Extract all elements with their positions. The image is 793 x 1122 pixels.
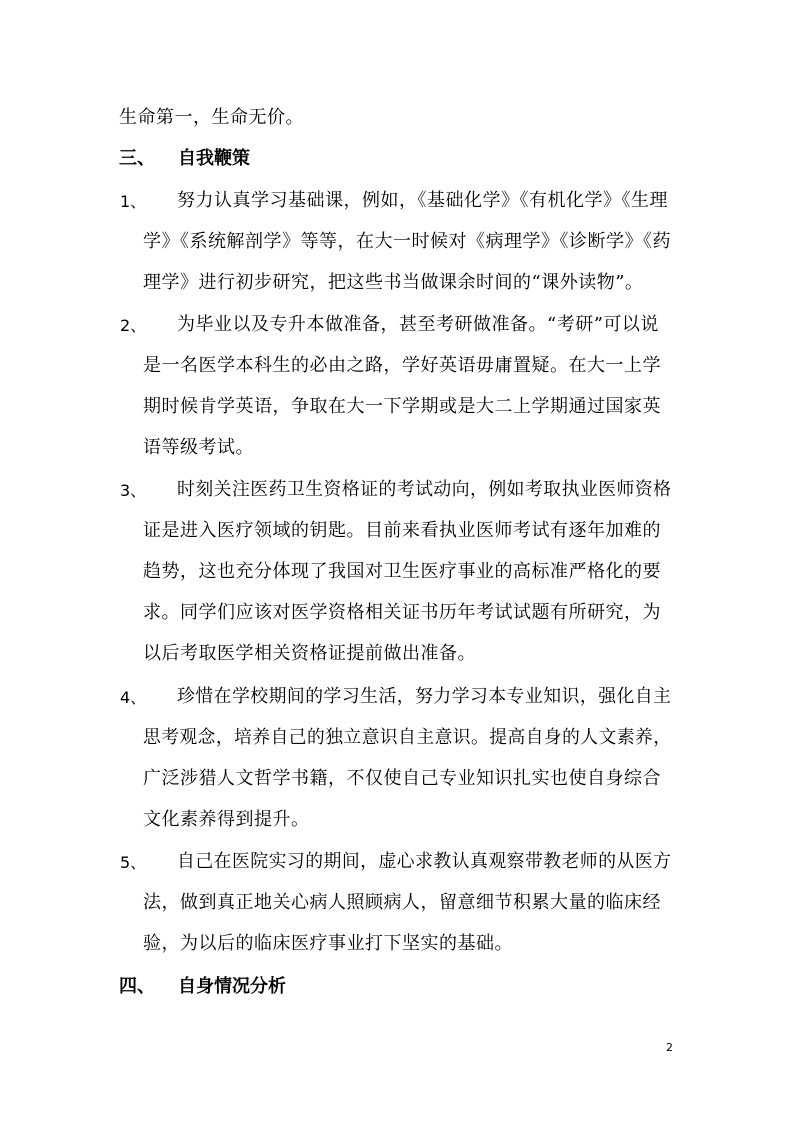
item-4-line-4: 文化素养得到提升。 — [143, 809, 310, 830]
item-2-line-4: 语等级考试。 — [143, 437, 254, 458]
item-3-line-2: 证是进入医疗领域的钥匙。目前来看执业医师考试有逐年加难的 — [143, 520, 661, 541]
item-5-number: 5、 — [120, 853, 147, 872]
item-3-number: 3、 — [120, 481, 147, 500]
item-5-line-2: 法，做到真正地关心病人照顾病人，留意细节积累大量的临床经 — [143, 892, 661, 913]
item-1-line-1: 努力认真学习基础课，例如，《基础化学》《有机化学》《生理 — [177, 190, 668, 211]
item-4-number: 4、 — [120, 688, 147, 707]
section-4-label: 四、 — [119, 976, 155, 997]
item-2-line-1: 为毕业以及专升本做准备，甚至考研做准备。“考研”可以说 — [177, 314, 659, 335]
item-3-line-1: 时刻关注医药卫生资格证的考试动向，例如考取执业医师资格 — [177, 479, 672, 500]
item-4-line-1: 珍惜在学校期间的学习生活，努力学习本专业知识，强化自主 — [177, 686, 672, 707]
section-4-title: 自身情况分析 — [178, 976, 286, 997]
item-2-line-3: 期时候肯学英语，争取在大一下学期或是大二上学期通过国家英 — [143, 396, 661, 417]
item-1-number: 1、 — [120, 192, 147, 211]
item-4-line-3: 广泛涉猎人文哲学书籍，不仅使自己专业知识扎实也使自身综合 — [143, 768, 661, 789]
section-3-label: 三、 — [119, 148, 155, 169]
item-1-line-3: 理学》进行初步研究，把这些书当做课余时间的“课外读物”。 — [143, 272, 644, 293]
page-number: 2 — [666, 1041, 673, 1054]
item-5-line-1: 自己在医院实习的期间，虚心求教认真观察带教老师的从医方 — [177, 851, 672, 872]
item-1-line-2: 学》《系统解剖学》等等，在大一时候对《病理学》《诊断学》《药 — [143, 231, 671, 252]
item-2-number: 2、 — [120, 316, 147, 335]
item-2-line-2: 是一名医学本科生的必由之路，学好英语毋庸置疑。在大一上学 — [143, 355, 661, 376]
section-3-title: 自我鞭策 — [178, 148, 250, 169]
item-5-line-3: 验，为以后的临床医疗事业打下坚实的基础。 — [143, 933, 513, 954]
intro-line: 生命第一，生命无价。 — [119, 107, 304, 128]
item-3-line-4: 求。同学们应该对医学资格相关证书历年考试试题有所研究，为 — [143, 602, 661, 623]
item-4-line-2: 思考观念，培养自己的独立意识自主意识。提高自身的人文素养， — [143, 727, 672, 748]
item-3-line-5: 以后考取医学相关资格证提前做出准备。 — [143, 643, 476, 664]
item-3-line-3: 趋势，这也充分体现了我国对卫生医疗事业的高标准严格化的要 — [143, 561, 661, 582]
